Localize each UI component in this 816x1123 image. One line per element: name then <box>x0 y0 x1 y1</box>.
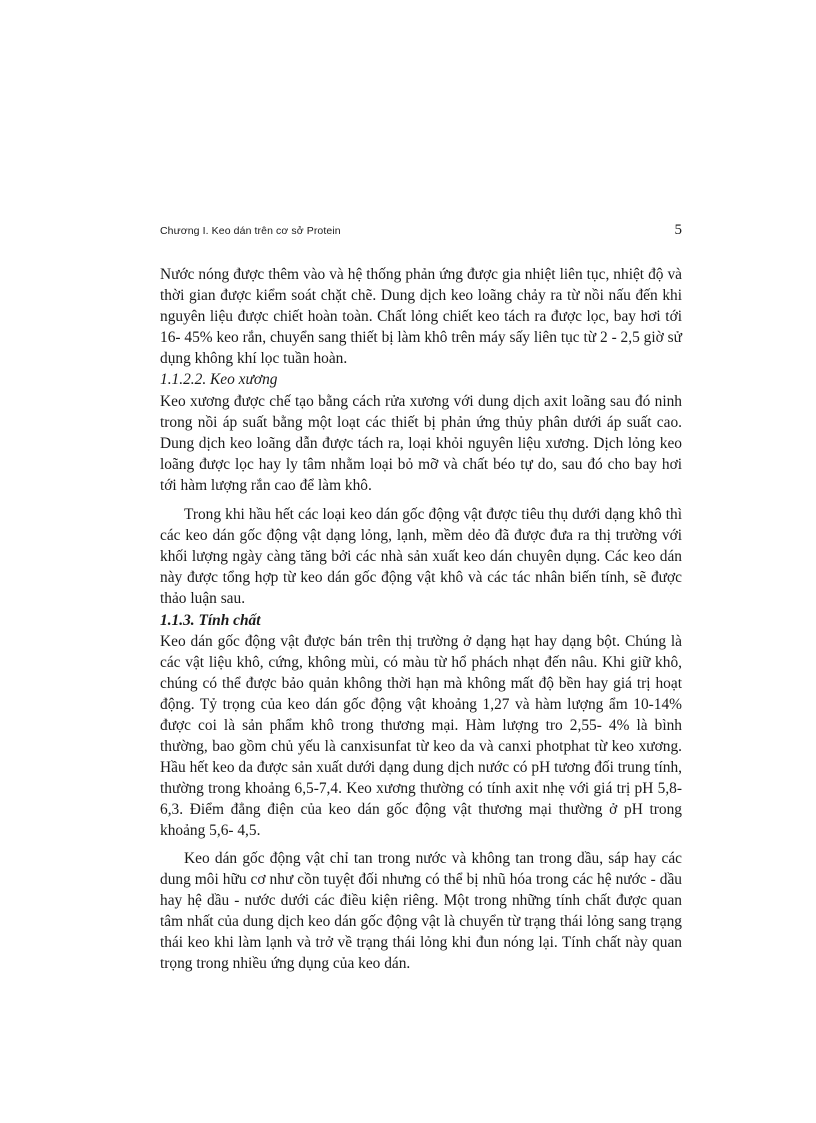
section-heading-properties: 1.1.3. Tính chất <box>160 611 261 629</box>
paragraph-solubility: Keo dán gốc động vật chỉ tan trong nước và không tan trong dầu, sáp hay các dung môi hữu cơ như cồn tuyệt đối nhưng có thể bị nhũ hóa trong các hệ nước - dầu hay hệ dầu - nước dưới các điều kiện riêng. Một trong những tính chất được quan tâm nhất của dung dịch keo dán gốc động vật là chuyển từ trạng thái lỏng sang trạng thái keo khi làm lạnh và trở về trạng thái lỏng khi đun nóng lại. Tính chất này quan trọng trong nhiều ứng dụng của keo dán. <box>160 849 682 972</box>
page-number: 5 <box>674 222 682 238</box>
running-head: Chương I. Keo dán trên cơ sở Protein <box>160 225 341 237</box>
page-body <box>160 264 682 974</box>
paragraph-properties: Keo dán gốc động vật được bán trên thị trường ở dạng hạt hay dạng bột. Chúng là các vật liệu khô, cứng, không mùi, có màu từ hổ phách nhạt đến nâu. Khi giữ khô, chúng có thể được bảo quản không thời hạn mà không mất độ bền hay giá trị hoạt động. Tỷ trọng của keo dán gốc động vật khoảng 1,27 và hàm lượng ẩm 10-14% được coi là sản phẩm khô trong thương mại. Hàm lượng tro 2,55- 4% là bình thường, bao gồm chủ yếu là canxisunfat từ keo da và canxi photphat từ keo xương. Hầu hết keo da được sản xuất dưới dạng dung dịch nước có pH tương đối trung tính, thường trong khoảng 6,5-7,4. Keo xương thường có tính axit nhẹ với giá trị pH 5,8- 6,3. Điểm đẳng điện của keo dán gốc động vật thương mại thường ở pH trong khoảng 5,6- 4,5. <box>160 632 682 840</box>
paragraph-bone-glue: Keo xương được chế tạo bằng cách rửa xương với dung dịch axit loãng sau đó ninh trong nồi áp suất bằng một loạt các thiết bị phản ứng thủy phân dưới áp suất cao. Dung dịch keo loãng dẫn được tách ra, loại khỏi nguyên liệu xương. Dịch lỏng keo loãng được lọc hay ly tâm nhằm loại bỏ mỡ và chất béo tự do, sau đó cho bay hơi tới hàm lượng rắn cao để làm khô. <box>160 392 682 494</box>
paragraph-liquid-glue: Trong khi hầu hết các loại keo dán gốc động vật được tiêu thụ dưới dạng khô thì các keo dán gốc động vật dạng lỏng, lạnh, mềm dẻo đã được đưa ra thị trường với khối lượng ngày càng tăng bởi các nhà sản xuất keo dán chuyên dụng. Các keo dán này được tổng hợp từ keo dán gốc động vật khô và các tác nhân biến tính, sẽ được thảo luận sau. <box>160 506 682 608</box>
subheading-bone-glue: 1.1.2.2. Keo xương <box>160 371 278 389</box>
paragraph-hot-water: Nước nóng được thêm vào và hệ thống phản ứng được gia nhiệt liên tục, nhiệt độ và thời gian được kiểm soát chặt chẽ. Dung dịch keo loãng chảy ra từ nồi nấu đến khi nguyên liệu được chiết hoàn toàn. Chất lỏng chiết keo tách ra được lọc, bay hơi tới 16- 45% keo rắn, chuyển sang thiết bị làm khô trên máy sấy liên tục từ 2 - 2,5 giờ sử dụng không khí lọc tuần hoàn. <box>160 266 682 368</box>
page-header <box>160 222 682 239</box>
